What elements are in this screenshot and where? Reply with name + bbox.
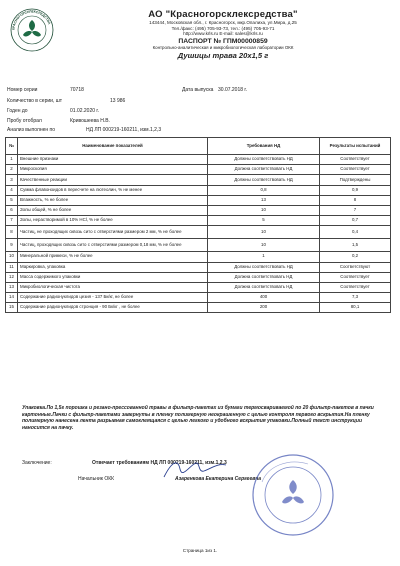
row-requirement: 200 — [208, 303, 320, 313]
table-row — [6, 155, 391, 165]
row-number: 11 — [6, 262, 18, 272]
svg-text:КРАСНОГОРСКЛЕКСРЕДСТВА: КРАСНОГОРСКЛЕКСРЕДСТВА — [11, 9, 52, 31]
row-indicator: Микробиологическая чистота — [18, 282, 208, 292]
row-result: 0,4 — [320, 226, 391, 239]
column-header-result: Результаты испытаний — [320, 138, 391, 155]
row-number: 9 — [6, 239, 18, 252]
table-row — [6, 226, 391, 239]
row-indicator: Качественные реакции — [18, 175, 208, 185]
row-requirement: 0,8 — [208, 185, 320, 195]
valid-until-label: Годен до — [7, 108, 28, 114]
packaging-note: Упаковка.По 1,5г порошка и резано-прессованной травы в фильтр-пакетах из бумаги термосвариваемой по 20 фильтр-пакетов в пачки картонные.Пачки с фильтр-пакетами завернуты в пленку полимерную неокрашенную с целью контроля первого вскрытия.На пленку полимерную нанесена лента разрывная самоклеящаяся с целью легкого и удобного вскрытия упаковки.Полный текст инструкции наносится на пачку. — [22, 405, 374, 431]
signature — [160, 455, 230, 485]
laboratory-name: Контрольно-аналитическая и микробиологическая лаборатории ОКК — [152, 44, 294, 50]
signer-name: Азаренкова Екатерина Сергеевна — [175, 476, 262, 482]
row-indicator: Золы, нерастворимой в 10% HCl, % не более — [18, 216, 208, 226]
row-indicator: Масса содержимого упаковки — [18, 272, 208, 282]
results-table — [5, 137, 391, 313]
sampler-label: Пробу отобрал — [7, 118, 42, 124]
row-indicator: Частиц, проходящих сквозь сито с отверстиями размером 0,18 мм, % не более — [18, 239, 208, 252]
row-result: 1,5 — [320, 239, 391, 252]
table-header-row — [6, 138, 391, 155]
row-number: 5 — [6, 195, 18, 205]
row-result: 80,1 — [320, 303, 391, 313]
row-requirement: 10 — [208, 239, 320, 252]
product-name: Душицы трава 20х1,5 г — [177, 51, 269, 61]
table-row — [6, 239, 391, 252]
row-indicator: Содержание радионуклидов стронция - 90 Бк/кг , не более — [18, 303, 208, 313]
row-number: 13 — [6, 282, 18, 292]
table-row — [6, 303, 391, 313]
valid-until-value: 01.02.2020 г. — [70, 108, 100, 114]
column-header-number: № — [6, 138, 18, 155]
sampler-value: Кривошеева Н.В. — [70, 118, 110, 124]
table-row — [6, 175, 391, 185]
row-indicator: Сумма флавоноидов в пересчете на лютеолин, % не менее — [18, 185, 208, 195]
row-requirement: Должна соответствовать НД — [208, 165, 320, 175]
table-row — [6, 272, 391, 282]
row-indicator: Содержание радионуклидов цезия - 137 Бк/кг, не более — [18, 293, 208, 303]
signer-role: Начальник ОКК — [78, 476, 115, 482]
row-number: 6 — [6, 205, 18, 215]
row-requirement: Должна соответствовать НД — [208, 272, 320, 282]
table-row — [6, 165, 391, 175]
table-row — [6, 262, 391, 272]
series-label: Номер серии — [7, 87, 38, 93]
row-requirement: Должна соответствовать НД — [208, 282, 320, 292]
column-header-indicator: Наименование показателей — [18, 138, 208, 155]
row-requirement: Должны соответствовать НД — [208, 175, 320, 185]
table-row — [6, 293, 391, 303]
row-number: 10 — [6, 252, 18, 262]
organization-web: http://www.krls.ru E-mail: sales@krls.ru — [183, 31, 263, 37]
table-row — [6, 205, 391, 215]
release-label: Дата выпуска — [182, 87, 214, 93]
row-requirement: 1 — [208, 252, 320, 262]
row-number: 8 — [6, 226, 18, 239]
row-requirement: Должны соответствовать НД — [208, 155, 320, 165]
analysis-label: Анализ выполнен по — [7, 127, 55, 133]
row-result: Соответствует — [320, 165, 391, 175]
quantity-value: 13 986 — [110, 98, 126, 104]
row-indicator: Влажность, % не более — [18, 195, 208, 205]
table-row — [6, 282, 391, 292]
organization-name: АО "Красногорсклексредства" — [148, 9, 298, 20]
official-stamp — [248, 452, 338, 538]
row-result: Соответствуют — [320, 262, 391, 272]
row-number: 1 — [6, 155, 18, 165]
organization-address: 143444, Московская обл., г. Красногорск, мкр.Опалиха, ул.Мира, д.25 — [149, 20, 297, 25]
row-requirement: 10 — [208, 205, 320, 215]
row-result: Соответствует — [320, 272, 391, 282]
table-row — [6, 216, 391, 226]
row-requirement: 400 — [208, 293, 320, 303]
row-result: Соответствует — [320, 282, 391, 292]
row-number: 15 — [6, 303, 18, 313]
row-number: 2 — [6, 165, 18, 175]
conclusion-text: Отвечает требованиям НД ЛП 000219-160211, изм.1,2,3 — [92, 460, 227, 466]
document-header — [58, 9, 388, 60]
row-indicator: Минеральной примеси, % не более — [18, 252, 208, 262]
row-result: Соответствует — [320, 155, 391, 165]
organization-phone: Тел./факс: (495) 705-93-73, тел.: (495) 705-93-71 — [171, 25, 275, 31]
series-value: 70718 — [70, 87, 84, 93]
row-result: 8 — [320, 195, 391, 205]
conclusion-label: Заключение: — [22, 460, 52, 466]
quantity-label: Количество в серии, шт — [7, 98, 63, 104]
row-indicator: Внешние признаки — [18, 155, 208, 165]
row-result: 0,9 — [320, 185, 391, 195]
release-value: 30.07.2018 г. — [218, 87, 248, 93]
table-row — [6, 195, 391, 205]
company-logo — [10, 8, 54, 52]
row-number: 12 — [6, 272, 18, 282]
row-result: 7 — [320, 205, 391, 215]
row-number: 4 — [6, 185, 18, 195]
row-requirement: Должны соответствовать НД — [208, 262, 320, 272]
row-indicator: Маркировка, упаковка — [18, 262, 208, 272]
row-number: 3 — [6, 175, 18, 185]
row-result: Подтверждены — [320, 175, 391, 185]
row-result: 0,2 — [320, 252, 391, 262]
row-requirement: 5 — [208, 216, 320, 226]
row-result: 0,7 — [320, 216, 391, 226]
row-indicator: Золы общей, % не более — [18, 205, 208, 215]
table-row — [6, 185, 391, 195]
row-requirement: 10 — [208, 226, 320, 239]
row-requirement: 13 — [208, 195, 320, 205]
row-indicator: Частиц, не проходящих сквозь сито с отверстиями размером 2 мм, % не более — [18, 226, 208, 239]
row-number: 14 — [6, 293, 18, 303]
row-result: 7,3 — [320, 293, 391, 303]
row-number: 7 — [6, 216, 18, 226]
column-header-requirement: Требования НД — [208, 138, 320, 155]
page-footer: Страница 1из 1. — [182, 548, 218, 553]
table-row — [6, 252, 391, 262]
row-indicator: Микроскопия — [18, 165, 208, 175]
passport-number: ПАСПОРТ № ГПМ00000859 — [178, 37, 268, 45]
analysis-value: НД ЛП 000219-160211, изм.1,2,3 — [86, 127, 162, 133]
